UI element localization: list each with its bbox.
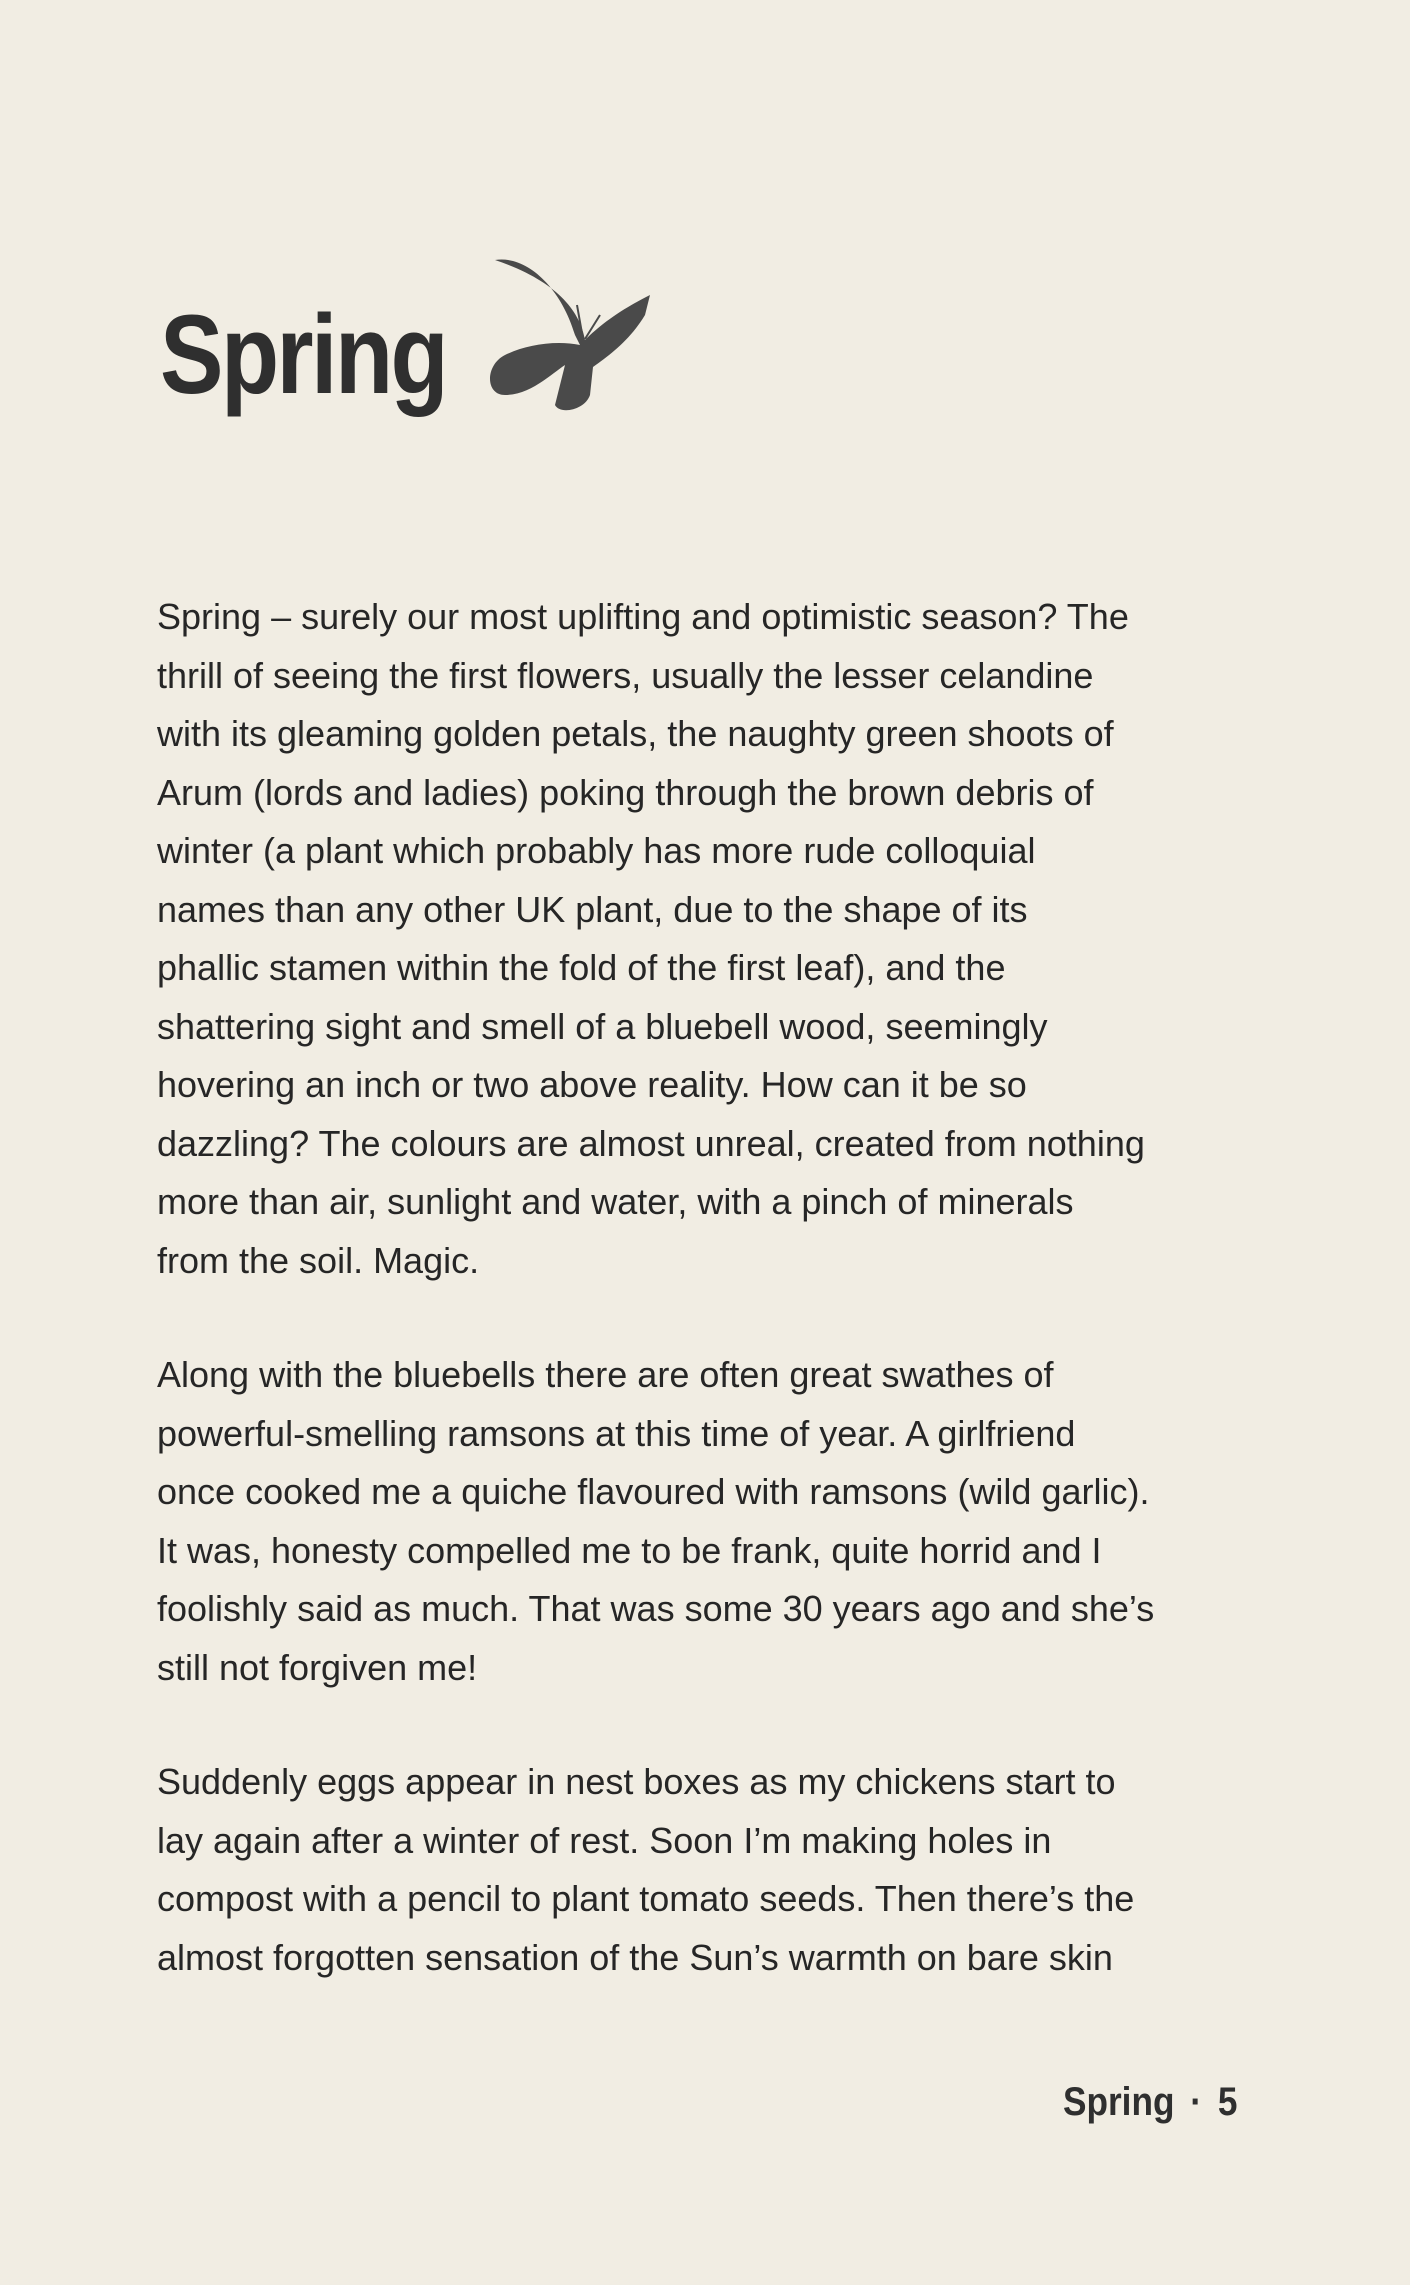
text-line: from the soil. Magic. xyxy=(157,1239,480,1281)
text-line: Along with the bluebells there are often great swathes of xyxy=(157,1354,1054,1395)
text-line: Suddenly eggs appear in nest boxes as my chickens start to xyxy=(157,1761,1116,1802)
paragraph xyxy=(157,1346,1297,1697)
text-line: shattering sight and smell of a bluebell wood, seemingly xyxy=(157,1005,1048,1047)
text-line: almost forgotten sensation of the Sun’s warmth on bare skin xyxy=(157,1936,1113,1978)
page-number: 5 xyxy=(1217,2080,1238,2124)
text-line: lay again after a winter of rest. Soon I’m making holes in xyxy=(157,1819,1052,1861)
paragraph xyxy=(157,1753,1297,1987)
paragraph xyxy=(157,588,1297,1290)
text-line: still not forgiven me! xyxy=(157,1646,478,1688)
text-line: compost with a pencil to plant tomato seeds. Then there’s the xyxy=(157,1878,1135,1919)
text-line: powerful-smelling ramsons at this time of year. A girlfriend xyxy=(157,1412,1076,1454)
text-line: Spring – surely our most uplifting and optimistic season? The xyxy=(157,596,1129,637)
text-line: It was, honesty compelled me to be frank, quite horrid and I xyxy=(157,1529,1102,1571)
text-line: once cooked me a quiche flavoured with ramsons (wild garlic). xyxy=(157,1471,1150,1512)
chapter-title: Spring xyxy=(160,292,447,417)
text-line: foolishly said as much. That was some 30 years ago and she’s xyxy=(157,1588,1155,1629)
text-line: names than any other UK plant, due to the shape of its xyxy=(157,888,1028,930)
text-line: thrill of seeing the first flowers, usually the lesser celandine xyxy=(157,654,1094,696)
footer-section: Spring xyxy=(1063,2080,1175,2124)
text-line: winter (a plant which probably has more rude colloquial xyxy=(157,830,1036,871)
body-text xyxy=(157,588,1297,2043)
text-line: more than air, sunlight and water, with a pinch of minerals xyxy=(157,1181,1074,1222)
text-line: phallic stamen within the fold of the first leaf), and the xyxy=(157,947,1006,988)
text-line: dazzling? The colours are almost unreal, created from nothing xyxy=(157,1122,1145,1164)
text-line: with its gleaming golden petals, the naughty green shoots of xyxy=(157,713,1114,754)
page-footer xyxy=(1063,2080,1253,2125)
footer-separator: · xyxy=(1190,2080,1203,2124)
butterfly-icon xyxy=(485,255,655,415)
text-line: hovering an inch or two above reality. How can it be so xyxy=(157,1064,1027,1105)
text-line: Arum (lords and ladies) poking through the brown debris of xyxy=(157,771,1094,813)
